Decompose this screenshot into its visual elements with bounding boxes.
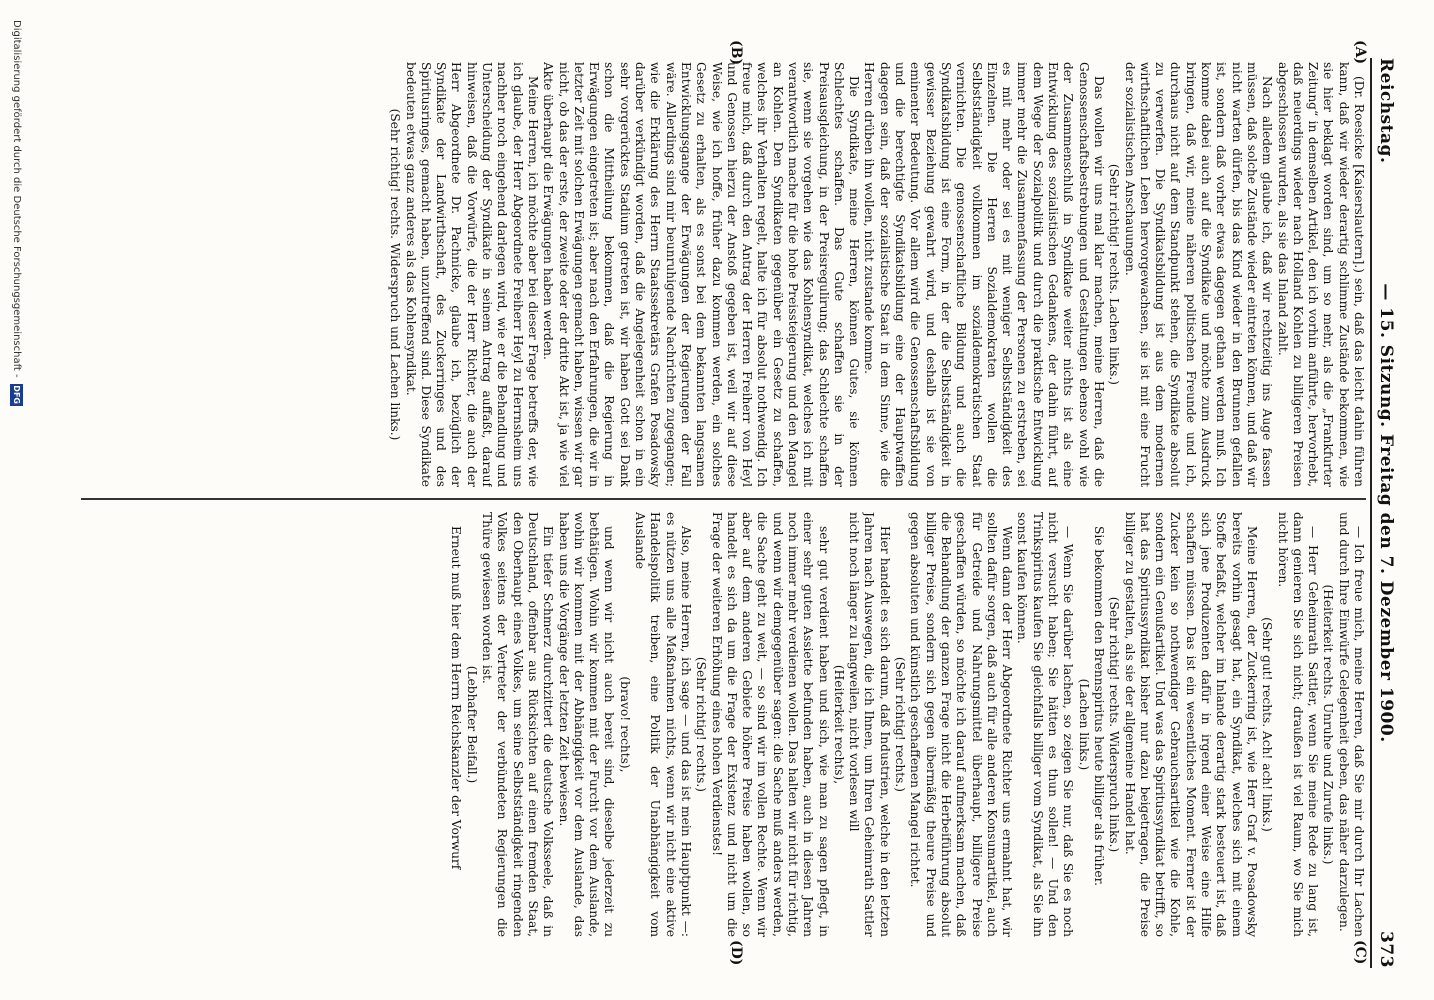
interjection: (Lebhafter Beifall.) [464,665,479,784]
page-header [1370,58,1398,968]
paragraph: Ein tiefer Schmerz durchzittert die deutsche Volksseele, daß in Deutschland, offenbar aus Rücksichten auf einen fremden Staat, den Oberhaupt eines Volkes, um seine Selbstständigkeit ringenden Volkes seitens der Vertreter der verbündeten Regierungen die Thüre gewiesen worden ist. [480,512,556,937]
interjection: (Sehr richtig! rechts. Lachen links.) [1107,163,1122,386]
paragraph: Sie bekommen den Brennspiritus heute billiger als früher. [1091,526,1106,887]
margin-marker-c: (C) [1352,940,1368,965]
interjection: (Sehr richtig! rechts.) [893,656,908,793]
interjection: (Sehr richtig! rechts.) [694,656,709,793]
interjection: (Heiterkeit rechts. Unruhe und Zurufe links.) [1321,584,1336,865]
interjection: (Sehr richtig! rechts. Widerspruch links.) [1107,596,1122,853]
left-column [76,62,1366,487]
footer-text: Digitalisierung gefördert durch die Deutsche Forschungsgemeinschaft - [11,20,22,378]
margin-marker-d: (D) [728,940,744,966]
column-divider [81,498,1366,500]
paragraph: sehr gut verdient haben und sich, wie man zu sagen pflegt, in einer sehr guten Assiette befunden haben, auch in diesen Jahren noch immer mehr verdienen wollen. Das halten wir nicht für richtig, und wenn wir demgegenüber sagen: die Sache muß anders werden, die Sache geht zu weit, — so sind wir im vollen Rechte. Wenn wir aber auf dem anderen Gebiete höhere Preise haben wollen, so handelt es sich da um die Frage der Existenz und nicht um die Frage der weiteren Erhöhung eines hohen Verdienstes! [709,512,831,937]
interjection: (Sehr richtig! rechts. Widerspruch und Lachen links.) [388,108,403,441]
paragraph: Meine Herren, ich möchte aber bei dieser Frage betreffs der, wie ich glaube, der Herr Abgeordnete Freiherr Heyl zu Herrnsheim uns nachher noch eingehend darlegen wird, wie er die Behandlung und Unterscheidung der Syndikate in seinem Antrag auffaßt, darauf hinweisen, daß die Vorwürfe, die der Herr Richter, die auch der Herr Abgeordnete Dr. Pachnicke, glaube ich, bezüglich der Syndikate der Landwirthschaft, des Zuckerringes und des Spiritusringes, gemacht haben, unzutreffend sind. Diese Syndikate bedeuten etwas ganz anderes als das Kohlensyndikat. [403,62,540,487]
interjection: (Lachen links.) [1076,678,1091,771]
page-number: 373 [1376,931,1396,968]
paragraph: — Herr Geheimrath Sattler, wenn Sie meine Rede zu lang ist, dann genieren Sie sich nicht; draußen ist viel Raum, wo Sie mich nicht hören. [1275,512,1321,937]
interjection: (bravo! rechts), [617,676,632,773]
right-column [76,512,1366,937]
paragraph: Die Syndikate, meine Herren, können Gutes, sie können Schlechtes schaffen. Das Gute schaffen sie in der Preisausgleichung, in der Preisregulirung; das Schlechte schaffen sie, wenn sie vorgehen wie das Kohlensyndikat, welches ich mit verantwortlich mache für die hohe Preissteigerung und den Mangel an Kohlen. Den Syndikaten gegenüber ein Gesetz zu schaffen, welches ihr Verhalten regelt, halte ich für absolut nothwendig. Ich freue mich, daß durch den Antrag der Herren Freiherr von Heyl und Genossen hierzu der Anstoß gegeben ist, weil wir auf diese Weise, wie ich hoffe, früher dazu kommen werden, ein solches Gesetz zu erhalten, als es sonst bei dem bekannten langsamen Entwicklungsgange der Erwägungen der Regierungen der Fall wäre. Allerdings sind mir beunruhigende Nachrichten zugegangen; wie die Erklärung des Herrn Staatssekretärs Grafen Posadowsky darüber verkündigt worden, daß die Angelegenheit schon in ein sehr vorgerücktes Stadium getreten ist, wir haben Gott sei Dank schon die Mittheilung bekommen, daß die Regierung in Erwägungen eingetreten ist; aber nach den Erfahrungen, die wir in letzter Zeit mit solchen Erwägungen gemacht haben, wissen wir gar nicht, ob das der erste, der zweite oder der dritte Akt ist, ja wie viel Akte überhaupt die Erwägungen haben werden. [541,62,862,487]
paragraph: Also, meine Herren, ich sage — und das ist mein Hauptpunkt —: es nützen uns alle Maßnahmen nichts, wenn wir nicht eine aktive Handelspolitik treiben, eine Politik der Unabhängigkeit vom Auslande [633,512,693,937]
paragraph: (Dr. Roesicke [Kaiserslautern].) sein, daß das leicht dahin führen kann, daß wir wieder derartig schlimme Zustände bekommen, wie sie hier beklagt worden sind, um so mehr, als die „Frankfurter Zeitung“ in demselben Artikel, den ich vorhin anführte, hervorhebt, daß neuerdings wieder nach Holland Kohlen zu billigeren Preisen abgeschlossen wurden, als sie das Inland zahlt. [1275,62,1366,487]
margin-marker-a: (A) [1352,40,1368,65]
interjection: (Heiterkeit rechts), [831,664,846,785]
paragraph: Das wollen wir uns mal klar machen, meine Herren, daß die Genossenschaftsbestrebungen und Gestaltungen ebenso wohl wie der Zusammenschluß in Syndikate weiter nichts ist als eine Entwicklung des sozialistischen Gedankens, der dahin führt, auf dem Wege der Sozialpolitik und durch die praktische Entwicklung immer mehr die Zusammenfassung der Personen zu erstreben, sei es mit mehr oder sei es mit weniger Selbstständigkeit des Einzelnen. Die Herren Sozialdemokraten wollen die Selbstständigkeit vollkommen im sozialdemokratischen Staat vernichten. Die genossenschaftliche Bildung und auch die Syndikatsbildung ist eine Form, in der die Selbstständigkeit in gewisser Beziehung gewahrt wird, und deshalb ist sie von eminenter Bedeutung. Vor allem wird die Genossenschaftsbildung und die berechtigte Syndikatsbildung eine der Hauptwaffen dagegen sein, daß der sozialistische Staat in dem Sinne, wie die Herren drüben ihn wollen, nicht zustande komme. [862,62,1106,487]
paragraph: — Ich freue mich, meine Herren, daß Sie mir durch Ihr Lachen und durch Ihre Einwürfe Gelegenheit geben, das näher darzulegen. [1336,512,1366,937]
paragraph: Hier handelt es sich darum, daß Industrien, welche in den letzten Jahren nach Auswegen, die ich Ihnen, um Ihren Geheimrath Sattler nicht noch länger zu langweilen, nicht vorlesen will [847,512,892,937]
paragraph: Meine Herren, der Zuckerring ist, wie Herr Graf v. Posadowsky bereits vorhin gesagt hat, ein Syndikat, welches sich mit einem Stoffe befaßt, welcher im Inlande derartig stark besteuert ist, daß sich jene Produzenten dafür in irgend einer Weise eine Hilfe schaffen müssen. Das ist ein wesentliches Moment. Ferner ist der Zucker kein so nothwendiger Gebrauchsartikel wie die Kohle, sondern ein Genußartikel. Und was das Spiritussyndikat betrifft, so hat das Spiritussyndikat bisher nur dazu beigetragen, die Preise billiger zu gestalten, als sie der allgemeine Handel hat. [1122,512,1259,937]
paragraph: Wenn dann der Herr Abgeordnete Richter uns ermahnt hat, wir sollten dafür sorgen, daß auch für alle anderen Konsumartikel, auch für Getreide und Nahrungsmittel überhaupt, billigere Preise geschaffen würden, so möchte ich darauf aufmerksam machen, daß die Behandlung der ganzen Frage nicht die Herbeiführung absolut billiger Preise, sondern sich gegen übermäßig theure Preise und gegen absoluten und künstlich geschaffenen Mangel richtet. [908,512,1015,937]
paragraph: und wenn wir nicht auch bereit sind, dieselbe jederzeit zu bethätigen. Wohin wir kommen mit der Furcht vor dem Auslande, wohin wir kommen mit der Abhängigkeit vor dem Auslande, das haben uns die Vorgänge der letzten Zeit bewiesen. [556,512,617,937]
margin-marker-b: (B) [728,40,744,66]
dfg-logo: DFG [12,385,21,404]
paragraph: Erneut muß hier dem Herrn Reichskanzler der Vorwurf [449,526,464,870]
interjection: (Sehr gut! rechts. Ach! ach! links.) [1260,617,1275,832]
header-center: — 15. Sitzung. Freitag den 7. Dezember 1900. [1376,283,1396,743]
paragraph: Nach alledem glaube ich, daß wir rechtzeitig ins Auge fassen müssen, daß solche Zustände wieder eintreten können, und daß wir nicht warten dürfen, bis das Kind wieder in den Brunnen gefallen ist, sondern daß vorher etwas dagegen gethan werden muß. Ich komme dabei auch auf die Syndikate und möchte zum Ausdruck bringen, daß wir, meine näheren politischen Freunde und ich, durchaus nicht auf dem Standpunkt stehen, die Syndikate absolut zu verwerfen. Die Syndikatsbildung ist aus dem modernen wirthschaftlichen Leben hervorgewachsen, sie ist mit eine Frucht der sozialistischen Anschauungen. [1122,62,1275,487]
header-left: Reichstag. [1376,58,1396,164]
paragraph: — Wenn Sie darüber lachen, so zeigen Sie nur, daß Sie es noch nicht versucht haben; Sie hätten es thun sollen! — Und den Trinkspiritus kaufen Sie gleichfalls billiger vom Syndikat, als Sie ihn sonst kaufen können. [1015,512,1076,937]
footer [10,20,23,406]
